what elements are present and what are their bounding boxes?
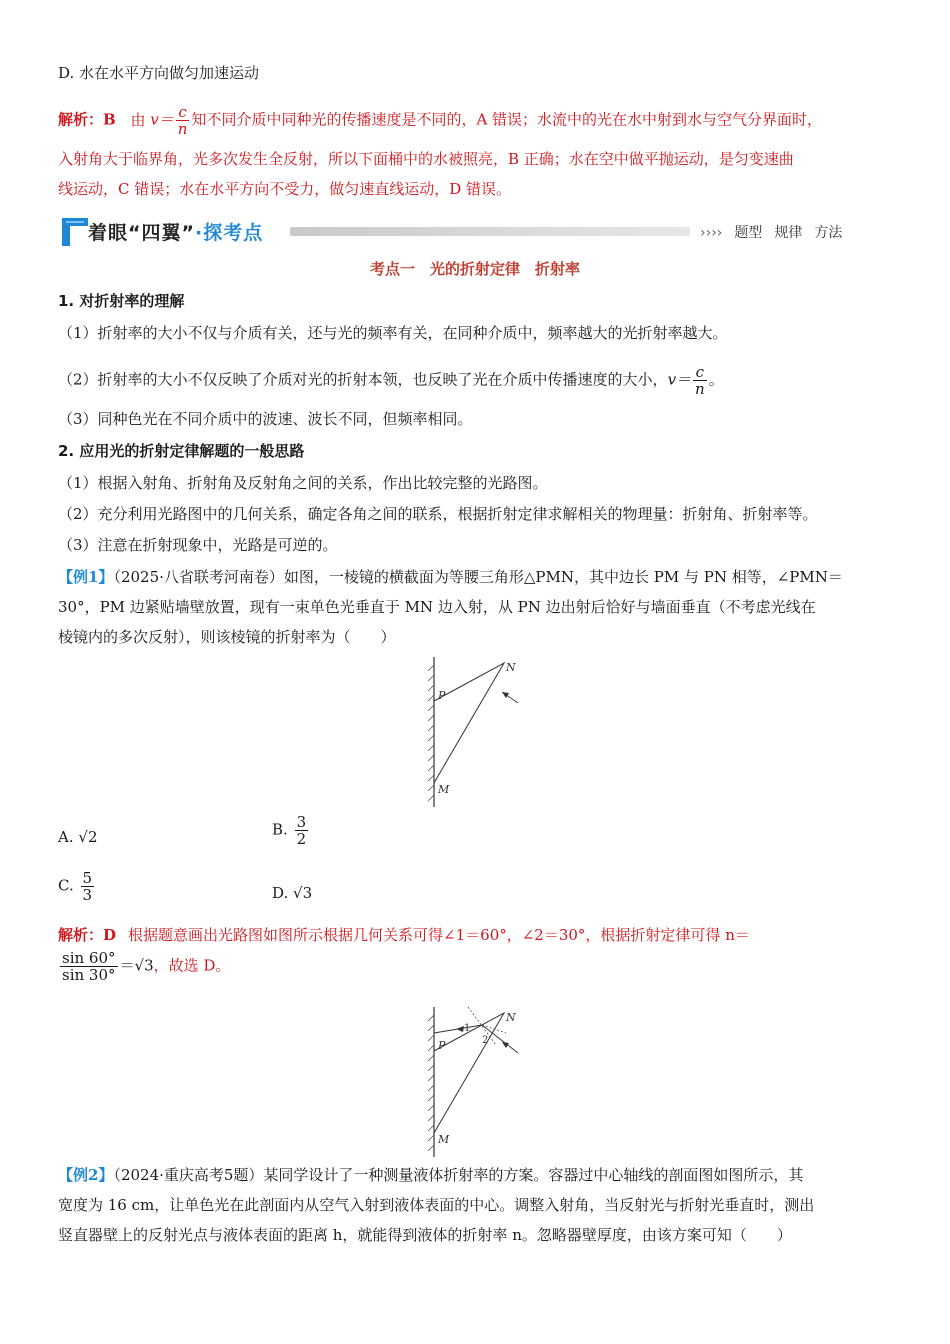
- step-3: （3）注意在折射现象中，光路是可逆的。: [58, 536, 338, 554]
- para-2-v: v＝: [667, 370, 692, 389]
- section-banner: [58, 214, 878, 250]
- option-c-den: 3: [82, 886, 93, 904]
- analysis-2-den: sin 30°: [62, 966, 116, 984]
- heading-1: 1. 对折射率的理解: [58, 292, 185, 310]
- analysis-2-num: sin 60°: [62, 949, 116, 967]
- label-m: M: [438, 783, 450, 796]
- label-p: P: [438, 689, 446, 702]
- banner-tag-3: 方法: [814, 225, 843, 241]
- option-c[interactable]: [58, 870, 96, 903]
- para-3: （3）同种色光在不同介质中的波速、波长不同，但频率相同。: [58, 410, 473, 428]
- analysis-2-text: 根据题意画出光路图如图所示根据几何关系可得∠1＝60°，∠2＝30°，根据折射定律可得 n＝: [128, 926, 750, 944]
- analysis-2-fraction: [60, 950, 118, 983]
- banner-tags: [700, 222, 854, 242]
- prism-figure-2: [420, 1005, 530, 1160]
- example-1-label: 【例1】: [58, 568, 114, 586]
- option-b-den: 2: [296, 830, 307, 848]
- banner-tag-2: 规律: [774, 225, 803, 241]
- analysis-2-label: 解析：: [58, 926, 104, 944]
- label-n-2: N: [506, 1011, 516, 1024]
- fraction-numerator: c: [176, 104, 190, 121]
- angle-1-label: 1: [464, 1023, 471, 1034]
- example-1-text-1: （2025·八省联考河南卷）如图，一棱镜的横截面为等腰三角形△PMN，其中边长 PM 与 PN 相等，∠PMN＝: [113, 568, 843, 586]
- banner-title-b: “四翼”: [128, 222, 195, 244]
- para-2-den: n: [695, 380, 705, 398]
- para-1: （1）折射率的大小不仅与介质有关，还与光的频率有关，在同种介质中，频率越大的光折射率越大。: [58, 324, 728, 342]
- para-2: [58, 364, 724, 397]
- para-2-fraction: [693, 364, 707, 397]
- example-2-line-1: [58, 1164, 803, 1186]
- banner-title-dot: ·: [195, 222, 204, 244]
- option-b-fraction: [295, 814, 309, 847]
- heading-2: 2. 应用光的折射定律解题的一般思路: [58, 442, 305, 460]
- step-1: （1）根据入射角、折射角及反射角之间的关系，作出比较完整的光路图。: [58, 474, 548, 492]
- analysis-2-tail: ，故选 D。: [153, 956, 231, 975]
- example-2-line-3: 竖直器壁上的反射光点与液体表面的距离 h，就能得到液体的折射率 n。忽略器壁厚度，由该方案可知（ ）: [58, 1226, 792, 1244]
- analysis-answer: B: [103, 110, 116, 129]
- prism-figure-1: [420, 655, 530, 810]
- fraction-denominator: n: [177, 120, 188, 138]
- label-p-2: P: [438, 1039, 446, 1052]
- analysis-2-line-2: [58, 950, 230, 983]
- banner-corner-icon: [58, 214, 92, 250]
- analysis-2-line-1: [58, 924, 750, 946]
- banner-title-d: 探考点: [203, 222, 264, 244]
- analysis-1-line-2: 入射角大于临界角，光多次发生全反射，所以下面桶中的水被照亮，B 正确；水在空中做平抛运动，是匀变速曲: [58, 150, 794, 168]
- analysis-text: 知不同介质中同种光的传播速度是不同的，A 错误；水流中的光在水中射到水与空气分界面时，: [191, 110, 823, 129]
- analysis-1-line-3: 线运动，C 错误；水在水平方向不受力，做匀速直线运动，D 错误。: [58, 180, 512, 198]
- option-a-value: √2: [78, 828, 98, 846]
- option-d-previous: D. 水在水平方向做匀加速运动: [58, 64, 260, 82]
- example-1-line-1: [58, 566, 843, 588]
- option-a-label: A.: [58, 828, 74, 846]
- analysis-2-answer: D: [103, 926, 117, 944]
- option-b-num: 3: [296, 813, 307, 831]
- formula-v: v＝: [150, 110, 174, 129]
- analysis-1-line-1: [58, 104, 822, 137]
- para-2-num: c: [693, 364, 707, 381]
- label-m-2: M: [438, 1133, 450, 1146]
- formula-fraction: [176, 104, 190, 137]
- example-2-line-2: 宽度为 16 cm，让单色光在此剖面内从空气入射到液体表面的中心。调整入射角，当反射光与折射光垂直时，测出: [58, 1196, 815, 1214]
- option-a[interactable]: [58, 826, 98, 848]
- analysis-label: 解析：: [58, 110, 104, 129]
- option-d-label: D.: [272, 884, 289, 902]
- step-2: （2）充分利用光路图中的几何关系，确定各角之间的联系，根据折射定律求解相关的物理量：折射角、折射率等。: [58, 505, 818, 523]
- analysis-pre: 由: [130, 110, 146, 129]
- angle-2-label: 2: [482, 1035, 489, 1046]
- banner-tag-1: 题型: [734, 225, 763, 241]
- option-d-value: √3: [293, 884, 313, 902]
- example-2-text-1: （2024·重庆高考5题）某同学设计了一种测量液体折射率的方案。容器过中心轴线的剖面图如图所示，其: [113, 1166, 804, 1184]
- option-d[interactable]: [272, 882, 312, 904]
- label-n: N: [506, 661, 516, 674]
- banner-title: [88, 218, 263, 245]
- banner-title-a: 着眼: [88, 222, 129, 244]
- example-1-line-3: 棱镜内的多次反射），则该棱镜的折射率为（ ）: [58, 628, 396, 646]
- option-c-label: C.: [58, 876, 74, 895]
- analysis-2-eq: ＝√3: [119, 956, 154, 975]
- banner-arrows: ››››: [700, 225, 723, 241]
- para-2-text: （2）折射率的大小不仅反映了介质对光的折射本领，也反映了光在介质中传播速度的大小，: [58, 370, 668, 389]
- option-b[interactable]: [272, 814, 310, 847]
- example-2-label: 【例2】: [58, 1166, 114, 1184]
- para-2-end: 。: [708, 370, 724, 389]
- section-title: 考点一 光的折射定律 折射率: [369, 260, 580, 278]
- option-c-fraction: [81, 870, 95, 903]
- option-b-label: B.: [272, 820, 288, 839]
- banner-bar: [290, 227, 690, 236]
- example-1-line-2: 30°，PM 边紧贴墙壁放置，现有一束单色光垂直于 MN 边入射，从 PN 边出射后恰好与墙面垂直（不考虑光线在: [58, 598, 816, 616]
- option-c-num: 5: [82, 869, 93, 887]
